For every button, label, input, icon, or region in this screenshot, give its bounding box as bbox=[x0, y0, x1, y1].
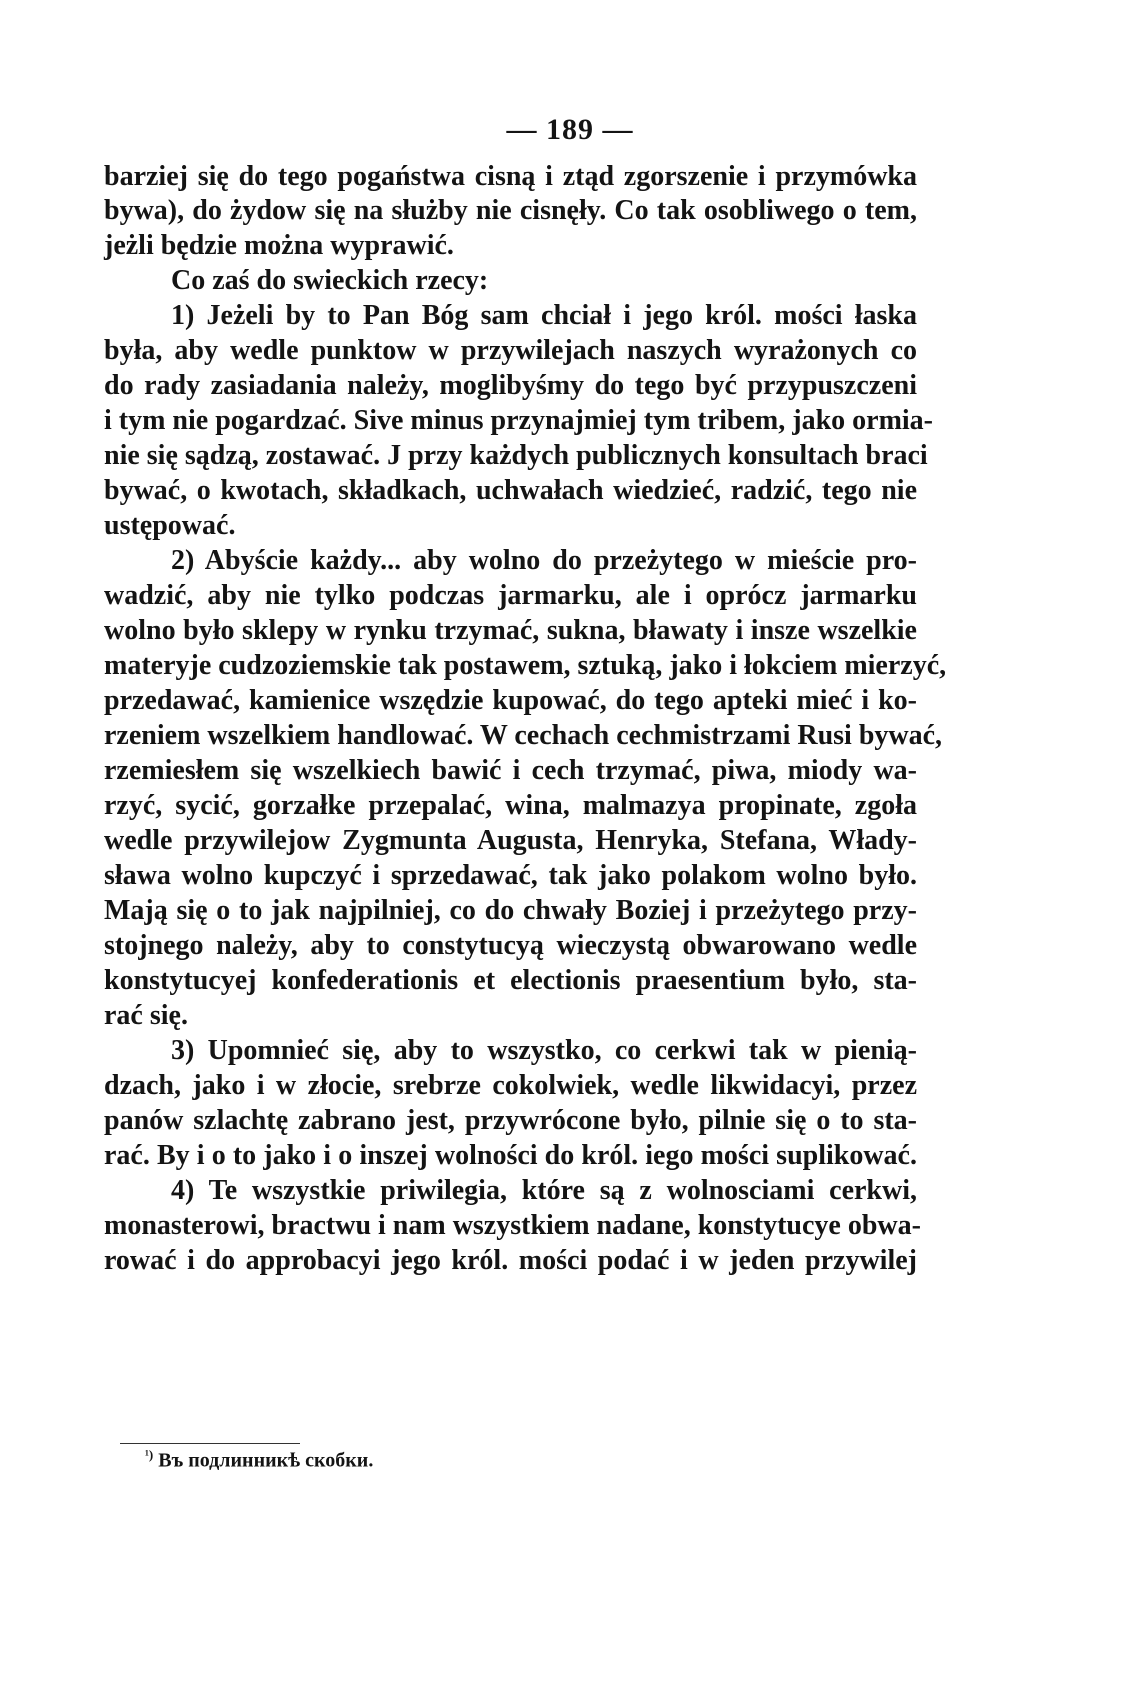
text-line: przedawać, kamienice wszędzie kupować, do tego apteki mieć i ko- bbox=[104, 685, 917, 716]
text-line: do rady zasiadania należy, moglibyśmy do tego być przypuszczeni bbox=[104, 370, 917, 401]
text-line: 4) Te wszystkie priwilegia, które są z wolnosciami cerkwi, bbox=[171, 1175, 917, 1206]
text-line: stojnego należy, aby to constytucyą wieczystą obwarowano wedle bbox=[104, 930, 917, 961]
text-line: Mają się o to jak najpilniej, co do chwały Boziej i przeżytego przy- bbox=[104, 895, 917, 926]
text-line: Co zaś do swieckich rzecy: bbox=[171, 265, 489, 296]
text-line: 3) Upomnieć się, aby to wszystko, co cerkwi tak w pienią- bbox=[171, 1035, 917, 1066]
footnote-marker: ¹) bbox=[145, 1447, 154, 1462]
text-line: dzach, jako i w złocie, srebrze cokolwiek, wedle likwidacyi, przez bbox=[104, 1070, 917, 1101]
text-line: była, aby wedle punktow w przywilejach naszych wyrażonych co bbox=[104, 335, 917, 366]
text-line: wedle przywilejow Zygmunta Augusta, Henryka, Stefana, Włady- bbox=[104, 825, 917, 856]
text-line: ustępować. bbox=[104, 510, 236, 541]
text-line: jeżli będzie można wyprawić. bbox=[104, 230, 454, 261]
text-line: 2) Abyście każdy... aby wolno do przeżytego w mieście pro- bbox=[171, 545, 917, 576]
text-line: panów szlachtę zabrano jest, przywrócone było, pilnie się o to sta- bbox=[104, 1105, 917, 1136]
text-line: monasterowi, bractwu i nam wszystkiem nadane, konstytucye obwa- bbox=[104, 1210, 921, 1241]
text-line: barziej się do tego pogaństwa cisną i ztąd zgorszenie i przymówka bbox=[104, 161, 917, 192]
text-line: nie się sądzą, zostawać. J przy każdych publicznych konsultach braci bbox=[104, 440, 928, 471]
text-line: rzemiesłem się wszelkiech bawić i cech trzymać, piwa, miody wa- bbox=[104, 755, 917, 786]
page-number: — 189 — bbox=[506, 113, 634, 146]
text-line: rzeniem wszelkiem handlować. W cechach cechmistrzami Rusi bywać, bbox=[104, 720, 943, 751]
text-line: wadzić, aby nie tylko podczas jarmarku, ale i oprócz jarmarku bbox=[104, 580, 917, 611]
text-line: wolno było sklepy w rynku trzymać, sukna, bławaty i insze wszelkie bbox=[104, 615, 917, 646]
footnote-rule bbox=[120, 1443, 300, 1444]
footnote-text: Въ подлинникѣ скобки. bbox=[158, 1449, 374, 1472]
text-line: i tym nie pogardzać. Sive minus przynajmiej tym tribem, jako ormia- bbox=[104, 405, 933, 436]
text-line: rać się. bbox=[104, 1000, 188, 1031]
text-line: sława wolno kupczyć i sprzedawać, tak jako polakom wolno było. bbox=[104, 860, 917, 891]
text-line: rzyć, sycić, gorzałke przepalać, wina, malmazya propinate, zgoła bbox=[104, 790, 917, 821]
text-line: 1) Jeżeli by to Pan Bóg sam chciał i jego król. mości łaska bbox=[171, 300, 917, 331]
footnote bbox=[145, 1447, 373, 1473]
text-line: rować i do approbacyi jego król. mości podać i w jeden przywilej bbox=[104, 1245, 917, 1276]
text-line: bywa), do żydow się na służby nie cisnęły. Co tak osobliwego o tem, bbox=[104, 195, 917, 226]
text-line: rać. By i o to jako i o inszej wolności do król. iego mości suplikować. bbox=[104, 1140, 917, 1171]
text-line: bywać, o kwotach, składkach, uchwałach wiedzieć, radzić, tego nie bbox=[104, 475, 917, 506]
text-line: materyje cudzoziemskie tak postawem, sztuką, jako i łokciem mierzyć, bbox=[104, 650, 947, 681]
text-line: konstytucyej konfederationis et electionis praesentium było, sta- bbox=[104, 965, 917, 996]
